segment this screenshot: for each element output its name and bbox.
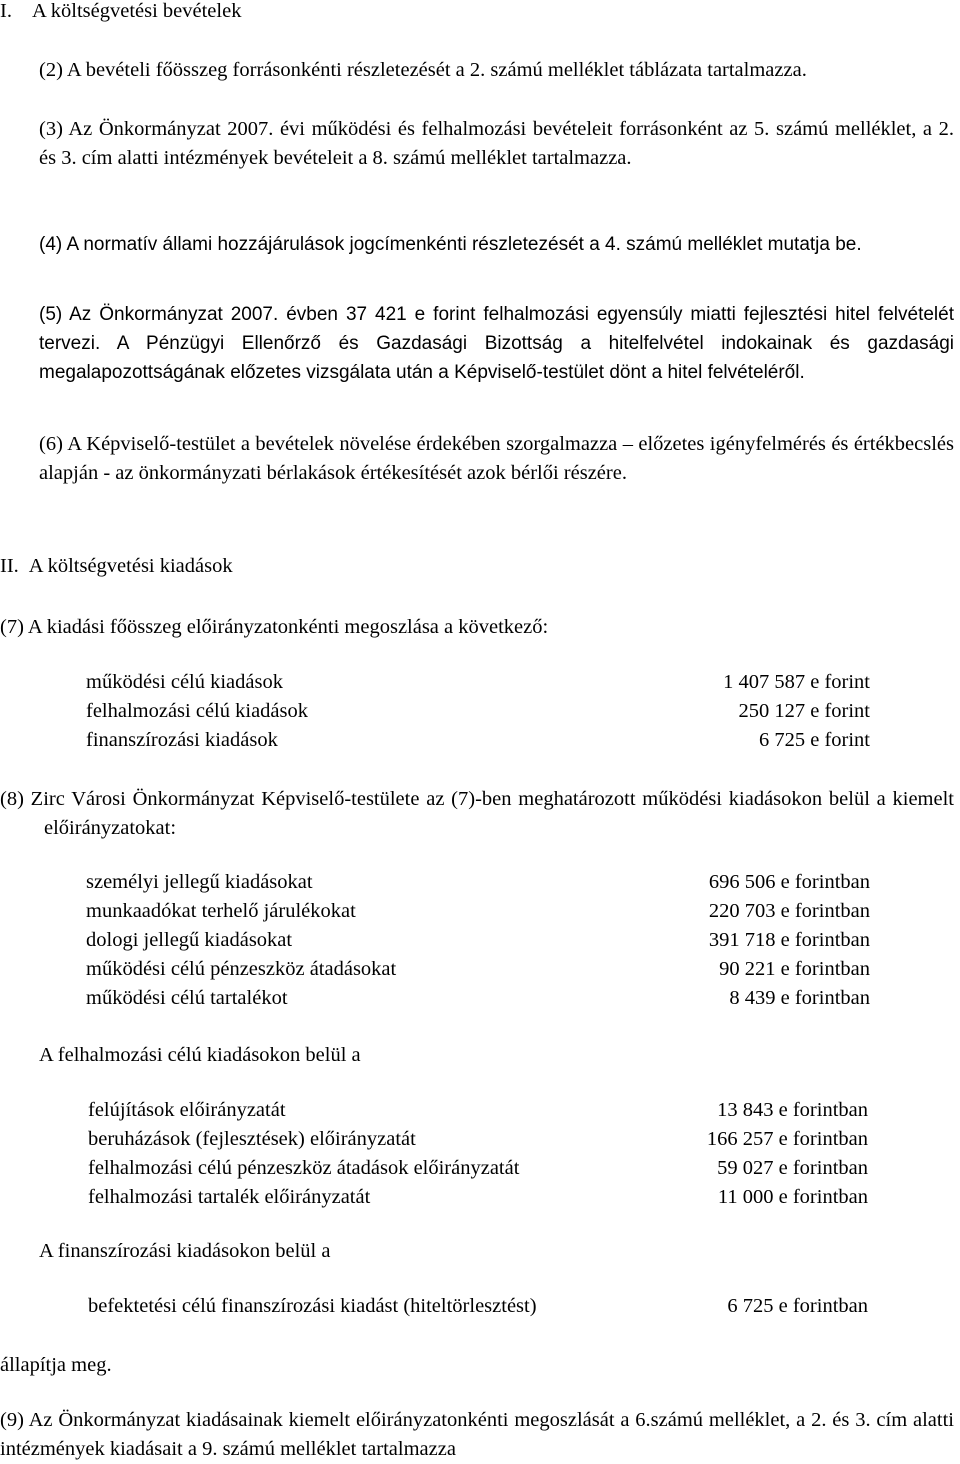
table-row: [86, 868, 870, 897]
row-amount: 220 703 e forintban: [708, 900, 870, 922]
row-amount: 8 439 e forintban: [729, 987, 870, 1009]
row-amount: 13 843 e forintban: [717, 1099, 868, 1121]
section-2-number: II.: [0, 555, 19, 577]
table-row: [86, 668, 870, 697]
table-row: [88, 1125, 868, 1154]
table-row: [88, 1154, 868, 1183]
finanszirozasi-intro: A finanszírozási kiadásokon belül a: [39, 1240, 331, 1262]
table-row: [88, 1096, 868, 1125]
paragraph-7: (7) A kiadási főösszeg előirányzatonkénti megoszlása a következő:: [0, 616, 549, 638]
row-label: személyi jellegű kiadásokat: [86, 871, 313, 893]
row-amount: 11 000 e forintban: [717, 1186, 868, 1208]
paragraph-9: (9) Az Önkormányzat kiadásainak kiemelt előirányzatonkénti megoszlását a 6.számú melléklet, a 2. és 3. cím alatti intézmények kiadásait a 9. számú melléklet tartalmazza: [0, 1409, 954, 1460]
row-label: felhalmozási célú kiadások: [86, 700, 308, 722]
row-label: működési célú kiadások: [86, 671, 283, 693]
paragraph-4: (4) A normatív állami hozzájárulások jogcímenkénti részletezését a 4. számú melléklet mutatja be.: [39, 234, 862, 255]
row-label: felhalmozási célú pénzeszköz átadások előirányzatát: [88, 1157, 520, 1179]
row-amount: 90 221 e forintban: [719, 958, 870, 980]
felhalmozasi-intro: A felhalmozási célú kiadásokon belül a: [39, 1044, 361, 1066]
table-row: [86, 955, 870, 984]
row-amount: 250 127 e forint: [738, 700, 870, 722]
paragraph-2: (2) A bevételi főösszeg forrásonkénti részletezését a 2. számú melléklet táblázata tartalmazza.: [39, 59, 807, 81]
section-2-title: A költségvetési kiadások: [28, 555, 233, 577]
paragraph-5: (5) Az Önkormányzat 2007. évben 37 421 e forint felhalmozási egyensúly miatti fejlesztési hitel felvételét tervezi. A Pénzügyi Ellenőrző és Gazdasági Bizottság a hitelfelvétel indokainak és gazdasági megalapozottságának előzetes vizsgálata után a Képviselő-testület dönt a hitel felvételéről.: [39, 304, 954, 383]
row-label: beruházások (fejlesztések) előirányzatát: [88, 1128, 416, 1150]
paragraph-3: (3) Az Önkormányzat 2007. évi működési és felhalmozási bevételeit forrásonként az 5. számú melléklet, a 2. és 3. cím alatti intézmények bevételeit a 8. számú melléklet tartalmazza.: [39, 118, 954, 169]
section-1-number: I.: [0, 0, 12, 22]
table-row: [86, 984, 870, 1013]
paragraph-6: (6) A Képviselő-testület a bevételek növelése érdekében szorgalmazza – előzetes igényfelmérés és értékbecslés alapján - az önkormányzati bérlakások értékesítését azok bérlői részére.: [39, 433, 954, 484]
allapitja-meg: állapítja meg.: [0, 1354, 112, 1376]
row-label: finanszírozási kiadások: [86, 729, 278, 751]
table-row: [86, 726, 870, 755]
table-row: [86, 897, 870, 926]
row-label: munkaadókat terhelő járulékokat: [86, 900, 356, 922]
row-amount: 166 257 e forintban: [706, 1128, 868, 1150]
row-amount: 391 718 e forintban: [708, 929, 870, 951]
section-2-heading: [0, 555, 233, 578]
table-row: [88, 1183, 868, 1212]
section-1-heading: [0, 0, 241, 23]
table-row: [86, 926, 870, 955]
row-label: felhalmozási tartalék előirányzatát: [88, 1186, 371, 1208]
row-label: dologi jellegű kiadásokat: [86, 929, 293, 951]
row-label: befektetési célú finanszírozási kiadást (hiteltörlesztést): [88, 1295, 537, 1317]
row-label: felújítások előirányzatát: [88, 1099, 286, 1121]
paragraph-8: (8) Zirc Városi Önkormányzat Képviselő-testülete az (7)-ben meghatározott működési kiadásokon belül a kiemelt előirányzatokat:: [0, 788, 954, 839]
section-1-title: A költségvetési bevételek: [31, 0, 242, 22]
row-amount: 6 725 e forint: [758, 729, 870, 751]
table-row: [86, 697, 870, 726]
row-label: működési célú pénzeszköz átadásokat: [86, 958, 397, 980]
row-amount: 696 506 e forintban: [708, 871, 870, 893]
row-amount: 1 407 587 e forint: [723, 671, 870, 693]
table-row: [88, 1292, 868, 1321]
row-amount: 6 725 e forintban: [727, 1295, 868, 1317]
row-label: működési célú tartalékot: [86, 987, 288, 1009]
row-amount: 59 027 e forintban: [717, 1157, 868, 1179]
